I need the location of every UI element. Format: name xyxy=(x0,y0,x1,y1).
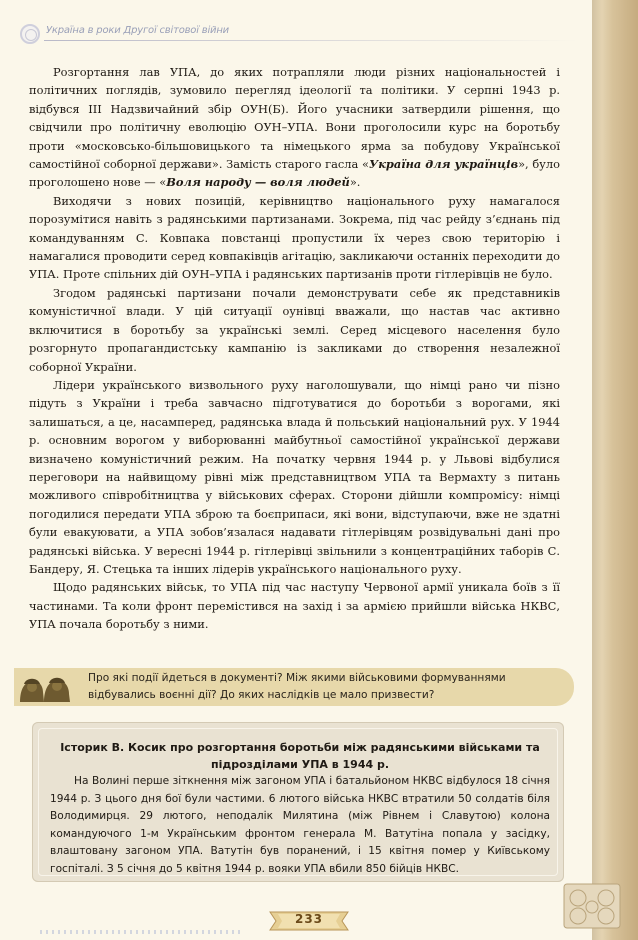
paragraph-text: », було проголошено нове — « xyxy=(29,157,560,190)
header-rule xyxy=(44,40,578,41)
body-paragraph xyxy=(29,63,560,192)
helmeted-soldiers-icon xyxy=(14,672,74,706)
question-text: Про які події йдеться в документі? Між якими військовими формуваннями відбувались воєнні дії? До яких наслідків це мало призвести? xyxy=(88,672,506,701)
main-text xyxy=(29,63,560,634)
source-title: Історик В. Косик про розгортання боротьби між радянськими військами та підрозділами УПА в 1944 р. xyxy=(60,741,540,771)
page-number: 233 xyxy=(294,912,324,926)
running-header xyxy=(20,20,578,48)
footer-dotted-line xyxy=(40,930,240,934)
paragraph-text: Розгортання лав УПА, до яких потрапляли люди різних національностей і політичних поглядів, зумовило перегляд ідеології та політики. У серпні 1943 р. відбувся ІІІ Надзвичайний збір ОУН(Б). Його учасники затвердили рішення, що свідчили про політичну еволюцію ОУН–УПА. Вони проголосили курс на боротьбу проти «московсько-більшовицького та німецького ярма за побудову Української самостійної соборної держави». Замість старого гасла « xyxy=(29,65,560,172)
paragraph-text: Згодом радянські партизани почали демонструвати себе як представників комуністичної влади. У цій ситуації оунівці вважали, що настав час активно включитися в боротьбу за українські землі. Серед місцевого населення було розгорнуто пропагандистську кампанію із закликами до створення незалежної соборної України. xyxy=(29,285,560,374)
paragraph-text: Щодо радянських військ, то УПА під час наступу Червоної армії уникала боїв з її частинами. Та коли фронт перемістився на захід і за армією прийшли війська НКВС, УПА почала боротьбу з ними. xyxy=(29,580,560,632)
circle-emblem-icon xyxy=(20,24,40,44)
emphasized-slogan: Воля народу — воля людей xyxy=(166,175,350,190)
section-title: Україна в роки Другої світової війни xyxy=(46,25,229,36)
emphasized-slogan: Україна для українців xyxy=(368,157,519,172)
body-paragraph xyxy=(29,284,560,376)
paragraph-text: ». xyxy=(349,175,361,190)
body-paragraph xyxy=(29,376,560,578)
source-paragraph: На Волині перше зіткнення між загоном УПА і батальйоном НКВС відбулося 18 січня 1944 р. З цього дня бої були частими. 6 лютого війська НКВС втратили 50 солдатів біля Володимирця. 29 лютого, неподалік Милятина (між Рівнем і Славутою) колона командуючого 1-м Українським фронтом генерала М. Ватутіна попала у засідку, влаштовану загоном УПА. Ватутін був поранений, і 15 квітня помер у Київському госпіталі. З 5 січня до 5 квітня 1944 р. вояки УПА вбили 850 бійців НКВС. xyxy=(50,775,550,875)
source-body xyxy=(50,773,550,879)
body-paragraph xyxy=(29,578,560,633)
lace-corner-ornament-icon xyxy=(560,880,624,932)
body-paragraph xyxy=(29,192,560,284)
page-edge-decoration xyxy=(592,0,638,940)
paragraph-text: Лідери українського визвольного руху наголошували, що німці рано чи пізно підуть з України і треба завчасно підготуватися до боротьби з ворогами, які залишаться, а це, насамперед, радянська влада й польський національний рух. У 1944 р. основним ворогом у виборюванні майбутньої самостійної української держави визначено комуністичний режим. На початку червня 1944 р. у Львові відбулися переговори на найвищому рівні між представництвом УПА та Вермахту з питань можливого співробітництва у військових сферах. Сторони дійшли компромісу: німці погодилися передати УПА зброю та боєприпаси, які вони, відступаючи, вже не здатні були евакуювати, а УПА зобов’язалася надавати гітлерівцям розвідувальні дані про радянські війська. У вересні 1944 р. гітлерівці звільнили з концентраційних таборів С. Бандеру, Я. Стецька та інших лідерів українського національного руху. xyxy=(29,377,560,576)
paragraph-text: Виходячи з нових позицій, керівництво національного руху намагалося порозумітися навіть з радянськими партизанами. Зокрема, під час рейду з’єднань під командуванням С. Ковпака повстанці пропустили їх через свою територію і намагалися проводити серед ковпаківців агітацію, закликаючи останніх переходити до УПА. Проте спільних дій ОУН–УПА і радянських партизанів проти гітлерівців не було. xyxy=(29,193,560,282)
